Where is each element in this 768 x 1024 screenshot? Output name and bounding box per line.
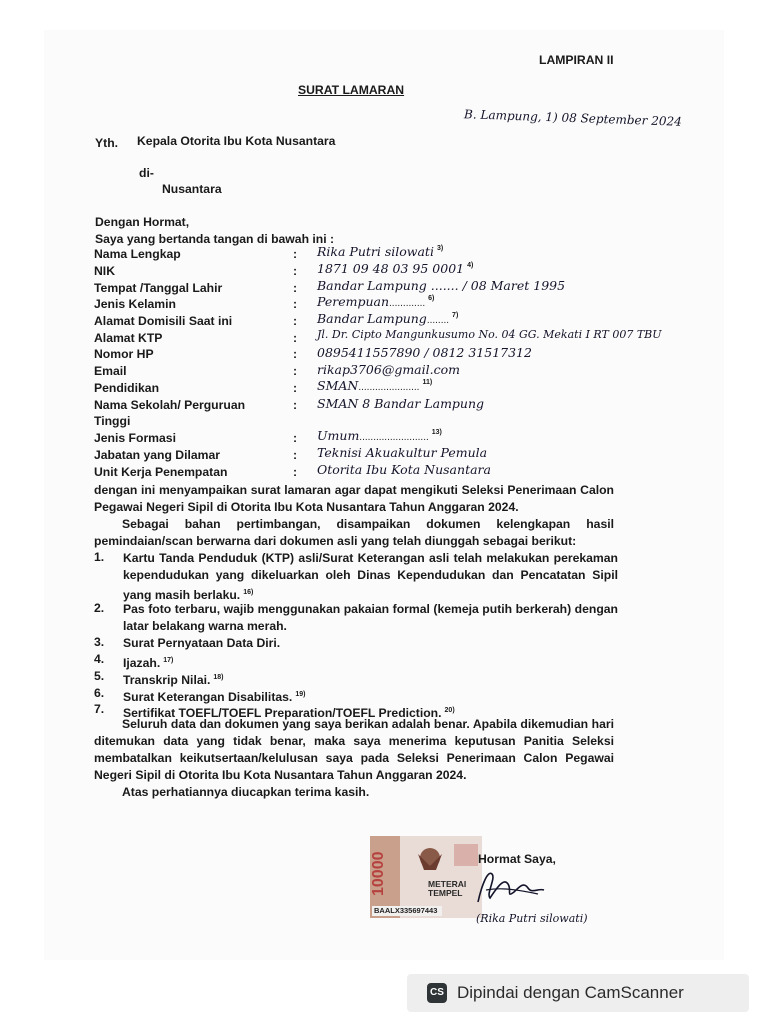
handwritten-address: Jl. Dr. Cipto Mangunkusumo No. 04 GG. Mekati I RT 007 TBU — [317, 328, 662, 341]
footnote-ref: 11) — [422, 378, 433, 386]
field-value-nama — [317, 243, 443, 261]
addressee-place: Nusantara — [162, 182, 222, 196]
yth-label: Yth. — [95, 136, 119, 150]
colon: : — [293, 431, 298, 445]
field-label-hp: Nomor HP — [94, 347, 154, 361]
dotted-line: ............. — [389, 298, 426, 309]
colon: : — [293, 381, 298, 395]
paragraph-application: dengan ini menyampaikan surat lamaran agar dapat mengikuti Seleksi Penerimaan Calon Pegawai Negeri Sipil di Otorita Ibu Kota Nusantara Tahun Anggaran 2024. — [94, 483, 614, 514]
list-number: 5. — [94, 669, 105, 683]
meterai-stamp — [370, 836, 482, 918]
colon: : — [293, 314, 298, 328]
addressee-di: di- — [139, 166, 154, 180]
list-item-text: Sertifikat TOEFL/TOEFL Preparation/TOEFL Prediction. — [123, 706, 442, 721]
field-value-sekolah — [317, 395, 484, 413]
handwritten-domisili: Bandar Lampung — [317, 311, 427, 326]
footnote-ref: 4) — [467, 261, 474, 269]
closing-line: Atas perhatiannya diucapkan terima kasih. — [122, 785, 370, 799]
list-item — [123, 550, 618, 604]
handwritten-position: Teknisi Akuakultur Pemula — [317, 445, 488, 460]
handwritten-phone: 0895411557890 / 0812 31517312 — [317, 345, 532, 360]
colon: : — [293, 347, 298, 361]
footnote-ref: 6) — [428, 294, 435, 302]
footnote-ref: 7) — [452, 311, 459, 319]
colon: : — [293, 281, 298, 295]
list-number: 7. — [94, 702, 105, 716]
signature-scribble — [468, 864, 548, 908]
handwritten-name: Rika Putri silowati — [317, 244, 434, 259]
list-item-text: Surat Pernyataan Data Diri. — [123, 636, 281, 650]
handwritten-school: SMAN 8 Bandar Lampung — [317, 396, 485, 411]
signatory-name: (Rika Putri silowati) — [476, 912, 588, 925]
field-value-unit — [317, 461, 491, 479]
colon: : — [293, 448, 298, 462]
place-date: B. Lampung, 1) 08 September 2024 — [463, 107, 682, 129]
field-label-gender: Jenis Kelamin — [94, 297, 176, 311]
intro-line: Saya yang bertanda tangan di bawah ini : — [95, 232, 335, 246]
colon: : — [293, 465, 298, 479]
lampiran-label: LAMPIRAN II — [539, 53, 614, 67]
field-label-sekolah-line2: Tinggi — [94, 414, 131, 428]
handwritten-unit: Otorita Ibu Kota Nusantara — [317, 462, 491, 477]
list-item — [123, 635, 618, 652]
footnote-ref: 3) — [436, 244, 444, 252]
stamp-value: 10000 — [370, 851, 387, 897]
camscanner-icon: CS — [427, 983, 447, 1003]
field-label-unit: Unit Kerja Penempatan — [94, 465, 228, 479]
field-label-nama: Nama Lengkap — [94, 247, 181, 261]
footnote-ref: 16) — [243, 589, 254, 596]
field-label-sekolah: Nama Sekolah/ Perguruan — [94, 398, 246, 412]
list-number: 6. — [94, 686, 105, 700]
paragraph-consideration: Sebagai bahan pertimbangan, disampaikan dokumen kelengkapan hasil pemindaian/scan berwarna dari dokumen asli yang telah diunggah sebagai berikut: — [94, 517, 614, 548]
field-label-ktp: Alamat KTP — [94, 331, 163, 345]
handwritten-education: SMAN — [317, 378, 359, 393]
field-value-hp — [317, 344, 532, 362]
footnote-ref: 17) — [163, 657, 174, 664]
dotted-line: ......................... — [359, 432, 429, 443]
handwritten-formation: Umum — [317, 428, 360, 443]
handwritten-birth: Bandar Lampung ....... / 08 Maret 1995 — [317, 278, 566, 293]
stamp-label: METERAI TEMPEL — [428, 879, 467, 898]
handwritten-email: rikap3706@gmail.com — [317, 362, 460, 377]
field-value-gender — [317, 293, 434, 311]
addressee-name: Kepala Otorita Ibu Kota Nusantara — [137, 134, 336, 148]
field-label-ttl: Tempat /Tanggal Lahir — [94, 281, 223, 295]
dotted-line: ...................... — [358, 382, 420, 393]
footnote-ref: 13) — [431, 428, 442, 436]
paragraph-declaration: Seluruh data dan dokumen yang saya berikan adalah benar. Apabila dikemudian hari ditemukan data yang tidak benar, maka saya menerima keputusan Panitia Seleksi membatalkan keikutsertaan/kelulusan saya pada Seleksi Penerimaan Calon Pegawai Negeri Sipil di Otorita Ibu Kota Nusantara Tahun Anggaran 2024. — [94, 717, 614, 782]
colon: : — [293, 398, 298, 412]
colon: : — [293, 297, 298, 311]
field-label-email: Email — [94, 364, 127, 378]
list-number: 1. — [94, 550, 105, 564]
list-item — [123, 601, 618, 635]
colon: : — [293, 247, 298, 261]
camscanner-text: Dipindai dengan CamScanner — [457, 983, 684, 1002]
field-value-formasi — [317, 427, 442, 445]
field-value-jabatan — [317, 444, 487, 462]
field-value-pendidikan — [317, 377, 432, 395]
greeting: Dengan Hormat, — [95, 215, 190, 229]
handwritten-nik: 1871 09 48 03 95 0001 — [317, 261, 465, 276]
colon: : — [293, 264, 298, 278]
list-item-text: Ijazah. — [123, 656, 161, 671]
regards-line: Hormat Saya, — [478, 852, 556, 866]
list-item-text: Transkrip Nilai. — [123, 673, 211, 688]
list-number: 3. — [94, 635, 105, 649]
camscanner-badge — [407, 974, 749, 1012]
list-item-text: Surat Keterangan Disabilitas. — [123, 690, 293, 705]
list-item-text: Kartu Tanda Penduduk (KTP) asli/Surat Keterangan asli telah melakukan perekaman kependudukan yang dikeluarkan oleh Dinas Kependudukan dan Pencatatan Sipil yang masih berlaku. — [123, 551, 618, 603]
list-number: 4. — [94, 652, 105, 666]
list-item-text: Pas foto terbaru, wajib menggunakan pakaian formal (kemeja putih berkerah) dengan latar belakang warna merah. — [123, 602, 618, 633]
field-label-nik: NIK — [94, 264, 115, 278]
field-label-domisili: Alamat Domisili Saat ini — [94, 314, 233, 328]
field-label-pendidikan: Pendidikan — [94, 381, 160, 395]
dotted-line: ........ — [426, 315, 450, 326]
colon: : — [293, 364, 298, 378]
list-number: 2. — [94, 601, 105, 615]
stamp-serial: BAALX335697443 — [374, 906, 438, 915]
handwritten-gender: Perempuan — [317, 294, 390, 309]
field-value-ktp — [317, 325, 662, 343]
field-label-jabatan: Jabatan yang Dilamar — [94, 448, 220, 462]
footnote-ref: 19) — [295, 691, 306, 698]
field-label-formasi: Jenis Formasi — [94, 431, 176, 445]
footnote-ref: 18) — [213, 674, 224, 681]
document-title: SURAT LAMARAN — [298, 83, 405, 97]
footnote-ref: 20) — [444, 707, 455, 714]
field-value-nik — [317, 260, 473, 278]
colon: : — [293, 331, 298, 345]
